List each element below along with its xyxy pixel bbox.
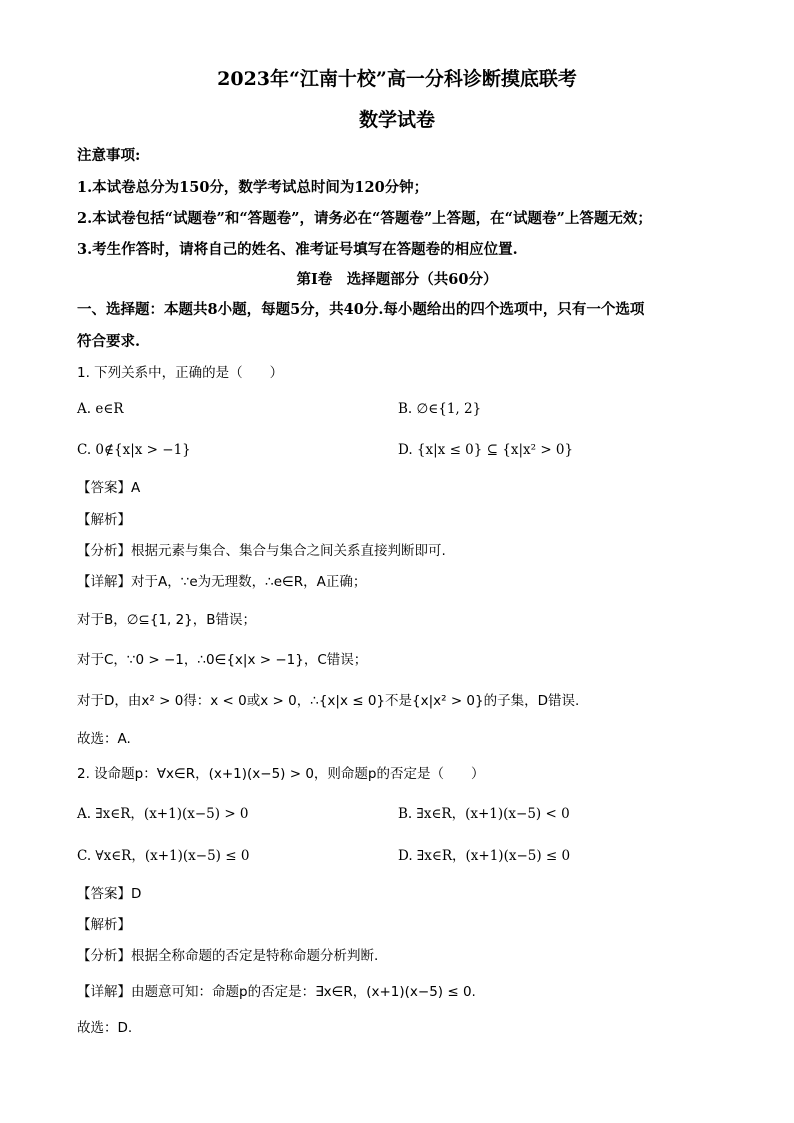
notice-item-2: 2.本试卷包括“试题卷”和“答题卷”，请务必在“答题卷”上答题，在“试题卷”上答题无效；: [77, 210, 652, 227]
question-2-option-b: B. ∃x∈R，(x+1)(x−5) < 0: [398, 806, 570, 822]
question-2-detail-1: 【详解】由题意可知：命题p的否定是：∃x∈R，(x+1)(x−5) ≤ 0.: [77, 984, 476, 1000]
question-1-detail-5: 故选：A.: [77, 731, 131, 747]
question-2-option-c: C. ∀x∈R，(x+1)(x−5) ≤ 0: [77, 848, 250, 864]
notice-item-3: 3.考生作答时，请将自己的姓名、准考证号填写在答题卷的相应位置.: [77, 241, 518, 258]
section-line-2: 符合要求.: [77, 333, 141, 350]
question-1-option-d: D. {x|x ≤ 0} ⊆ {x|x² > 0}: [398, 442, 574, 458]
question-1-option-a: A. e∈R: [77, 401, 124, 417]
exam-subtitle: 数学试卷: [358, 109, 435, 131]
question-2-stem: 2. 设命题p：∀x∈R，(x+1)(x−5) > 0，则命题p的否定是（ ）: [77, 766, 485, 782]
question-1-option-b: B. ∅∈{1, 2}: [398, 401, 482, 417]
question-1-detail-1: 【详解】对于A，∵e为无理数，∴e∈R，A正确；: [77, 574, 367, 590]
question-2-option-a: A. ∃x∈R，(x+1)(x−5) > 0: [77, 806, 249, 822]
question-1-analysis-label: 【解析】: [77, 512, 131, 528]
question-2-analysis-label: 【解析】: [77, 917, 131, 933]
question-1-answer: 【答案】A: [77, 480, 141, 496]
question-2-answer: 【答案】D: [77, 886, 142, 902]
question-1-detail-3: 对于C，∵0 > −1，∴0∈{x|x > −1}，C错误；: [77, 652, 368, 668]
question-1-detail-4: 对于D，由x² > 0得：x < 0或x > 0，∴{x|x ≤ 0}不是{x|x² > 0}的子集，D错误.: [77, 693, 580, 709]
question-1-option-c: C. 0∉{x|x > −1}: [77, 442, 191, 458]
question-1-analysis: 【分析】根据元素与集合、集合与集合之间关系直接判断即可.: [77, 543, 446, 559]
notice-item-1: 1.本试卷总分为150分，数学考试总时间为120分钟；: [77, 179, 429, 196]
question-2-detail-2: 故选：D.: [77, 1020, 133, 1036]
question-2-analysis: 【分析】根据全称命题的否定是特称命题分析判断.: [77, 948, 379, 964]
part-heading: 第Ⅰ卷 选择题部分（共60分）: [296, 271, 498, 288]
exam-title: 2023年“江南十校”高一分科诊断摸底联考: [217, 68, 577, 90]
question-2-option-d: D. ∃x∈R，(x+1)(x−5) ≤ 0: [398, 848, 571, 864]
question-1-stem: 1. 下列关系中，正确的是（ ）: [77, 365, 284, 381]
question-1-detail-2: 对于B，∅⊆{1, 2}，B错误；: [77, 612, 257, 628]
section-line-1: 一、选择题：本题共8小题，每题5分，共40分.每小题给出的四个选项中，只有一个选项: [77, 301, 645, 318]
notice-heading: 注意事项:: [77, 147, 141, 164]
